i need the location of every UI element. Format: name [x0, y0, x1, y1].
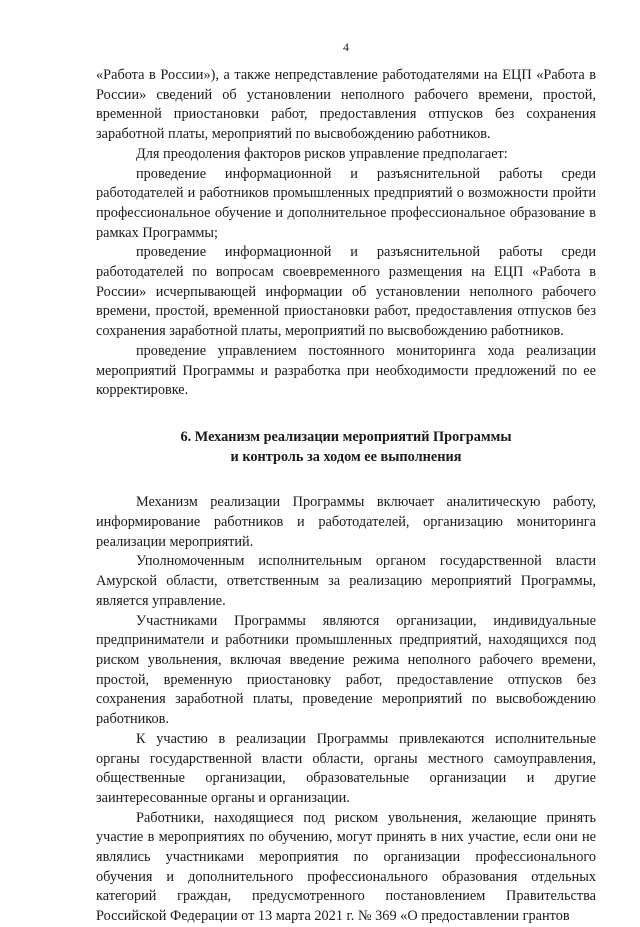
section-heading — [96, 428, 596, 467]
paragraph: К участию в реализации Программы привлекаются исполнительные органы государственной власти области, органы местного самоуправления, общественные организации, образовательные организации и другие заинтересованные органы и организации. — [96, 730, 596, 806]
paragraph: Механизм реализации Программы включает аналитическую работу, информирование работников и работодателей, организацию мониторинга реализации мероприятий. — [96, 494, 596, 550]
paragraph: Работники, находящиеся под риском увольнения, желающие принять участие в мероприятиях по обучению, могут принять в них участие, если они не являлись участниками мероприятия по организации профессионального обучения и дополнительного профессионального образования отдельных категорий граждан, предусмотренного постановлением Правительства Российской Федерации от 13 марта 2021 г. № 369 «О предоставлении грантов — [96, 809, 596, 925]
paragraph: Уполномоченным исполнительным органом государственной власти Амурской области, ответственным за реализацию мероприятий Программы, является управление. — [96, 553, 596, 609]
document-body — [96, 66, 596, 927]
page-number: 4 — [343, 40, 349, 54]
paragraph: Участниками Программы являются организации, индивидуальные предприниматели и работники промышленных предприятий, находящихся под риском увольнения, включая введение режима неполного рабочего времени, простой, временную приостановку работ, предоставление отпусков без сохранения заработной платы, проведение мероприятий по высвобождению работников. — [96, 612, 596, 728]
section-heading-line-1: 6. Механизм реализации мероприятий Программы — [180, 428, 512, 445]
document-page — [96, 0, 596, 925]
paragraph: «Работа в России»), а также непредставление работодателями на ЕЦП «Работа в России» сведений об установлении неполного рабочего времени, простой, временной приостановки работ, предоставления отпусков без сохранения заработной платы, мероприятий по высвобождению работников. — [96, 67, 596, 143]
section-heading-line-2: и контроль за ходом ее выполнения — [230, 448, 462, 465]
paragraph: проведение информационной и разъяснительной работы среди работодателей по вопросам своевременного размещения на ЕЦП «Работа в России» исчерпывающей информации об установлении неполного рабочего времени, простой, временной приостановки работ, предоставления отпусков без сохранения заработной платы, мероприятий по высвобождению работников. — [96, 244, 596, 340]
paragraph: проведение управлением постоянного мониторинга хода реализации мероприятий Программы и разработка при необходимости предложений по ее корректировке. — [96, 342, 596, 399]
paragraph: Для преодоления факторов рисков управление предполагает: — [136, 145, 508, 162]
paragraph: проведение информационной и разъяснительной работы среди работодателей и работников промышленных предприятий о возможности пройти профессиональное обучение и дополнительное профессиональное образование в рамках Программы; — [96, 165, 596, 241]
